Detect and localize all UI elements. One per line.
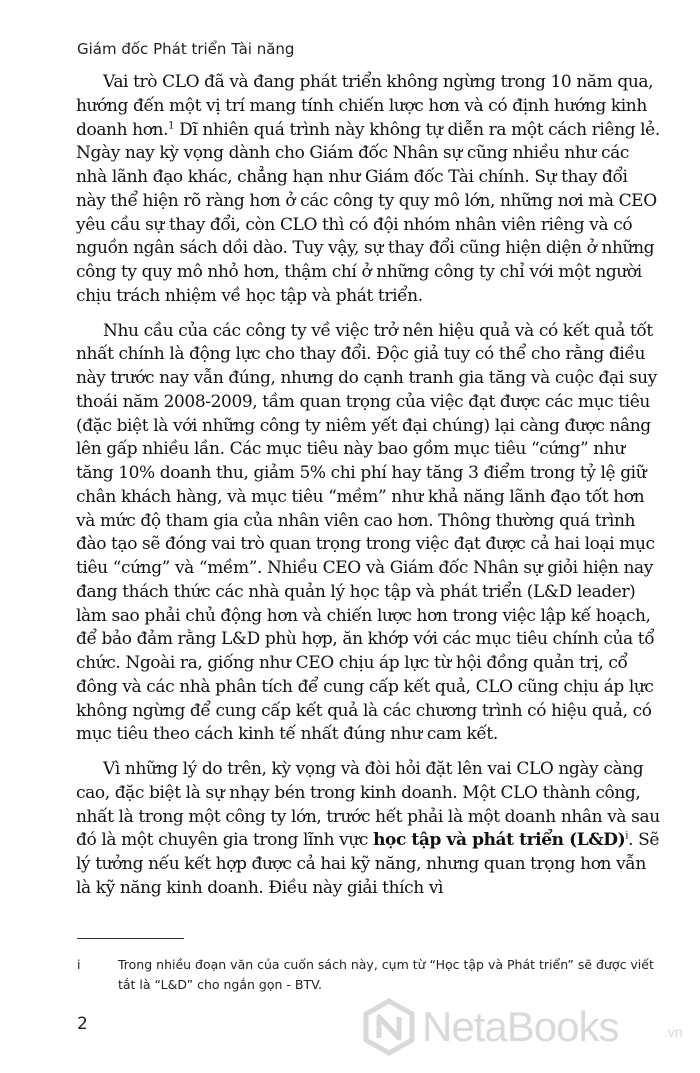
footnote-ref-i: i — [625, 830, 629, 842]
footnote — [77, 955, 662, 995]
paragraph-3-bold-term: học tập và phát triển (L&D) — [373, 830, 626, 851]
page-number: 2 — [77, 1014, 88, 1034]
paragraph-1 — [76, 71, 661, 309]
paragraph-3-start: Vì những lý do trên, kỳ vọng và đòi hỏi đặt lên vai CLO ngày càng cao, đặc biệt là sự nhạy bén trong kinh doanh. Một CLO thành công, nhất là trong một công ty lớn, trước hết phải là một doanh nhân và sau đó là một chuyên gia trong lĩnh vực — [76, 759, 660, 851]
netabooks-logo-icon — [362, 998, 416, 1061]
running-head: Giám đốc Phát triển Tài năng — [77, 40, 295, 58]
endnote-ref-1: 1 — [168, 119, 175, 131]
body-text — [76, 71, 661, 912]
paragraph-3 — [76, 758, 661, 901]
watermark-suffix: .vn — [664, 1024, 683, 1040]
paragraph-1-text: Vai trò CLO đã và đang phát triển không ngừng trong 10 năm qua, hướng đến một vị trí mang tính chiến lược hơn và có định hướng kinh doanh hơn. — [76, 72, 654, 140]
footnote-text: Trong nhiều đoạn văn của cuốn sách này, cụm từ “Học tập và Phát triển” sẽ được viết tắt là “L&D” cho ngắn gọn - BTV. — [118, 957, 654, 992]
watermark-text: NetaBooks — [422, 1003, 619, 1050]
footnote-mark: i — [77, 957, 81, 972]
footnote-divider — [77, 938, 184, 939]
paragraph-2: Nhu cầu của các công ty về việc trở nên hiệu quả và có kết quả tốt nhất chính là động lực cho thay đổi. Độc giả tuy có thể cho rằng điều này trước nay vẫn đúng, nhưng do cạnh tranh gia tăng và cuộc đại suy thoái năm 2008-2009, tầm quan trọng của việc đạt được các mục tiêu (đặc biệt là với những công ty niêm yết đại chúng) lại càng được nâng lên gấp nhiều lần. Các mục tiêu này bao gồm mục tiêu “cứng” như tăng 10% doanh thu, giảm 5% chi phí hay tăng 3 điểm trong tỷ lệ giữ chân khách hàng, và mục tiêu “mềm” như khả năng lãnh đạo tốt hơn và mức độ tham gia của nhân viên cao hơn. Thông thường quá trình đào tạo sẽ đóng vai trò quan trọng trong việc đạt được cả hai loại mục tiêu “cứng” và “mềm”. Nhiều CEO và Giám đốc Nhân sự giỏi hiện nay đang thách thức các nhà quản lý học tập và phát triển (L&D leader) làm sao phải chủ động hơn và chiến lược hơn trong việc lập kế hoạch, để bảo đảm rằng L&D phù hợp, ăn khớp với các mục tiêu chính của tổ chức. Ngoài ra, giống như CEO chịu áp lực từ hội đồng quản trị, cổ đông và các nhà phân tích để cung cấp kết quả, CLO cũng chịu áp lực không ngừng để cung cấp kết quả là các chương trình có hiệu quả, có mục tiêu theo cách kinh tế nhất đúng như cam kết. — [76, 320, 657, 745]
watermark — [362, 998, 692, 1058]
paragraph-1-rest: Dĩ nhiên quá trình này không tự diễn ra một cách riêng lẻ. Ngày nay kỳ vọng dành cho Giám đốc Nhân sự cũng nhiều như các nhà lãnh đạo khác, chẳng hạn như Giám đốc Tài chính. Sự thay đổi này thể hiện rõ ràng hơn ở các công ty quy mô lớn, những nơi mà CEO yêu cầu sự thay đổi, còn CLO thì có đội nhóm nhân viên riêng và có nguồn ngân sách dồi dào. Tuy vậy, sự thay đổi cũng hiện diện ở những công ty quy mô nhỏ hơn, thậm chí ở những công ty chỉ với một người chịu trách nhiệm về học tập và phát triển. — [76, 119, 660, 306]
paragraph-3-end: . Sẽ lý tưởng nếu kết hợp được cả hai kỹ năng, nhưng quan trọng hơn vẫn là kỹ năng kinh doanh. Điều này giải thích vì — [76, 830, 659, 898]
